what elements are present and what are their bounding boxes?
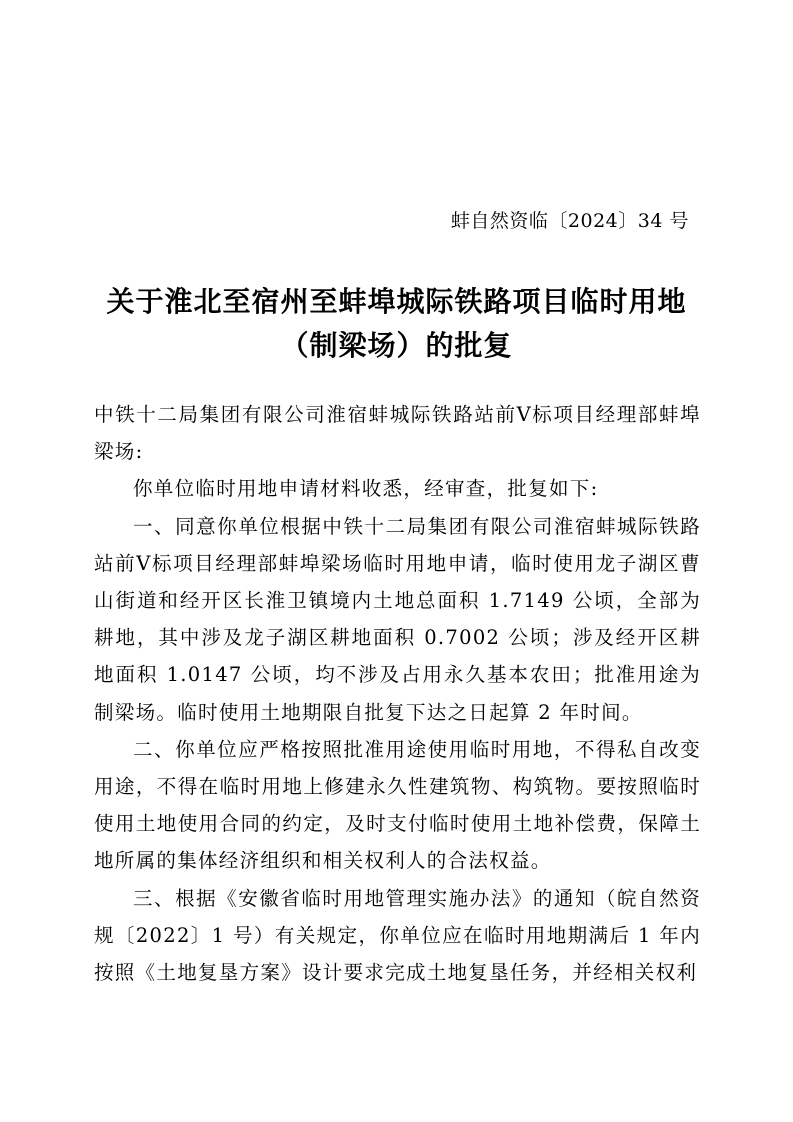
addressee: 中铁十二局集团有限公司淮宿蚌城际铁路站前Ⅴ标项目经理部蚌埠梁场: xyxy=(94,403,701,464)
paragraph-3: 三、根据《安徽省临时用地管理实施办法》的通知（皖自然资规〔2022〕1 号）有关规定，你单位应在临时用地期满后 1 年内按照《土地复垦方案》设计要求完成土地复垦任务，并经相关权利 xyxy=(94,886,701,985)
title-line-2: （制梁场）的批复 xyxy=(280,329,513,362)
title-line-1: 关于淮北至宿州至蚌埠城际铁路项目临时用地 xyxy=(106,285,687,318)
document-body xyxy=(94,396,701,991)
document-title xyxy=(60,280,733,368)
paragraph-1: 一、同意你单位根据中铁十二局集团有限公司淮宿蚌城际铁路站前Ⅴ标项目经理部蚌埠梁场临时用地申请，临时使用龙子湖区曹山街道和经开区长淮卫镇境内土地总面积 1.7149 公顷，全部为耕地，其中涉及龙子湖区耕地面积 0.7002 公顷；涉及经开区耕地面积 1.0147 公顷，均不涉及占用永久基本农田；批准用途为制梁场。临时使用土地期限自批复下达之日起算 2 年时间。 xyxy=(94,514,701,724)
intro-paragraph: 你单位临时用地申请材料收悉，经审查，批复如下: xyxy=(133,477,599,501)
document-number: 蚌自然资临〔2024〕34 号 xyxy=(450,210,689,232)
paragraph-2: 二、你单位应严格按照批准用途使用临时用地，不得私自改变用途，不得在临时用地上修建永久性建筑物、构筑物。要按照临时使用土地使用合同的约定，及时支付临时使用土地补偿费，保障土地所属的集体经济组织和相关权利人的合法权益。 xyxy=(94,737,701,873)
